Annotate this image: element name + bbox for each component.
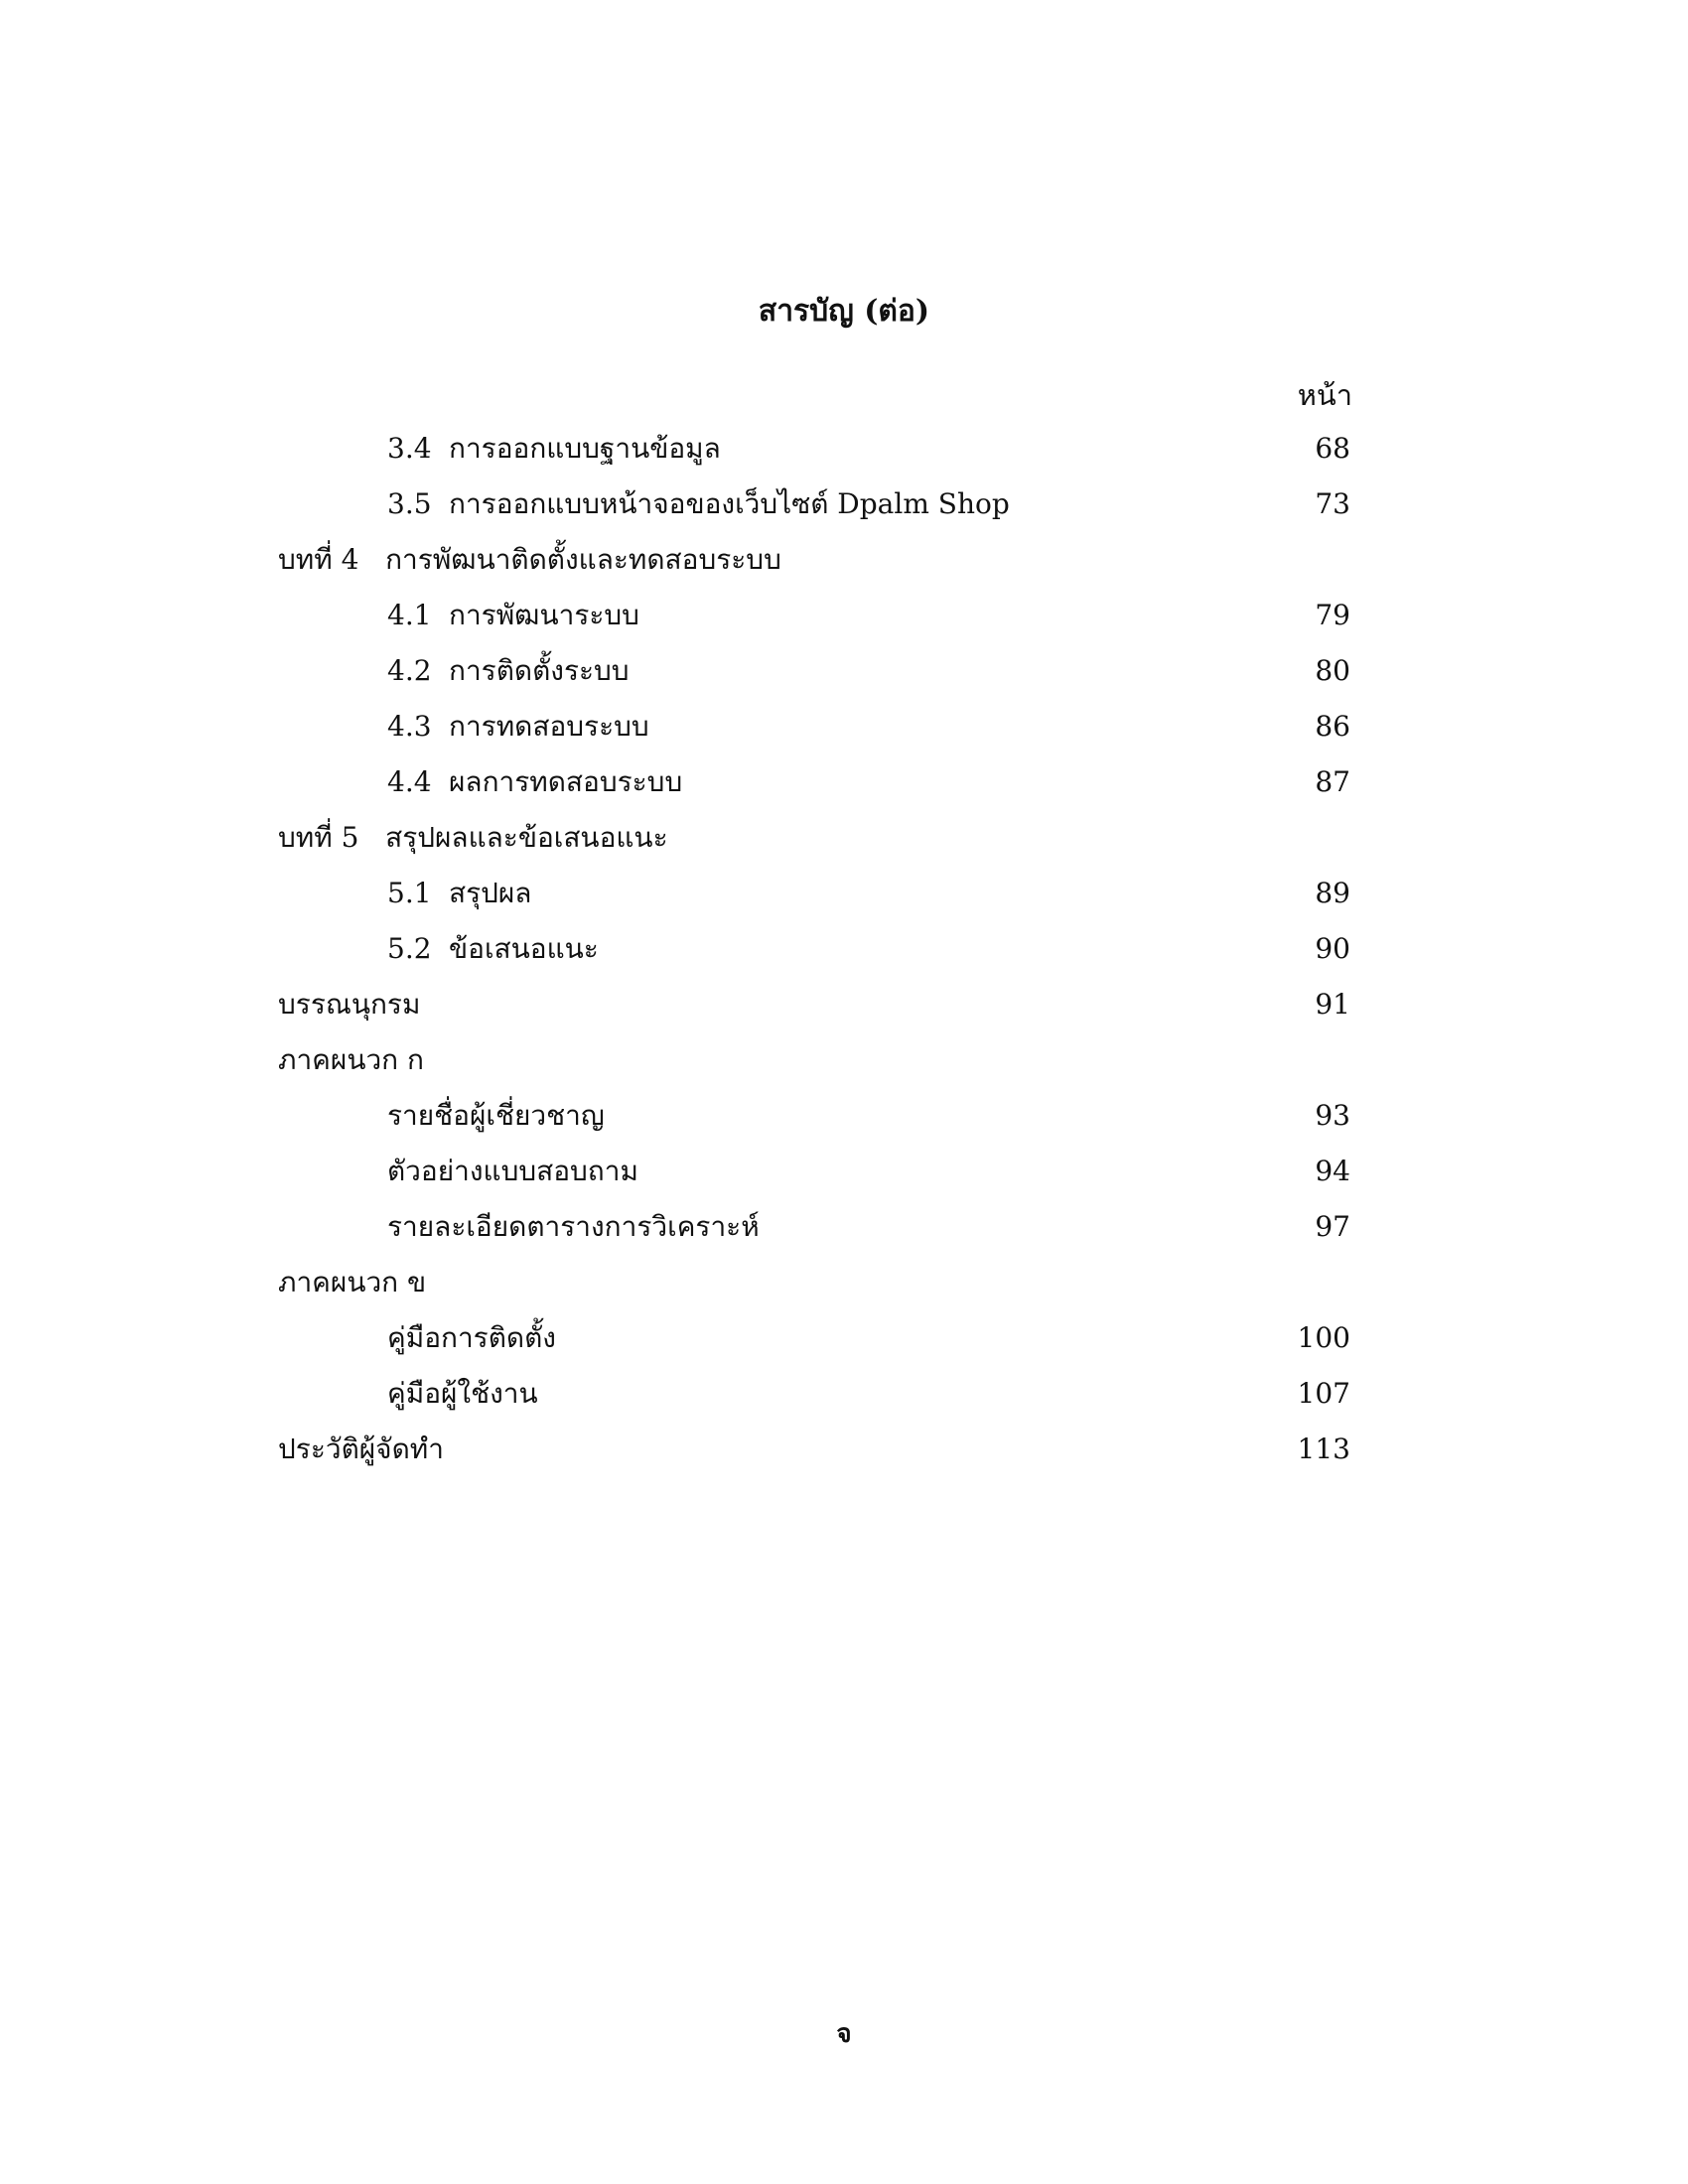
toc-entry-text: รายชื่อผู้เชี่ยวชาญ <box>387 1099 605 1132</box>
toc-page-number: 87 <box>1315 765 1350 798</box>
toc-entry-label <box>387 482 1010 526</box>
toc-entry <box>0 1372 1688 1416</box>
toc-section-number: 4.4 <box>387 765 432 798</box>
toc-entry-text: สรุปผล <box>449 877 532 909</box>
toc-entry-text: คู่มือการติดตั้ง <box>387 1321 556 1354</box>
toc-page-number: 90 <box>1315 932 1350 965</box>
toc-entry-text: ข้อเสนอแนะ <box>449 932 599 965</box>
toc-page-number: 113 <box>1297 1433 1350 1465</box>
toc-entry-text: การทดสอบระบบ <box>449 710 649 743</box>
toc-entry <box>0 1316 1688 1360</box>
toc-entry-text: ผลการทดสอบระบบ <box>449 765 683 798</box>
toc-page-number: 100 <box>1297 1321 1350 1354</box>
toc-entry-text: ประวัติผู้จัดทำ <box>278 1433 444 1465</box>
toc-entry-text: บทที่ 4 การพัฒนาติดตั้งและทดสอบระบบ <box>278 543 781 576</box>
toc-page-number: 80 <box>1315 654 1350 687</box>
toc-entry-label <box>387 705 649 749</box>
toc-page-number: 86 <box>1315 710 1350 743</box>
toc-page-number: 97 <box>1315 1210 1350 1243</box>
page-title: สารบัญ (ต่อ) <box>758 294 930 329</box>
toc-page-number: 79 <box>1315 599 1350 631</box>
toc-section-number: 3.5 <box>387 487 432 520</box>
toc-entry <box>0 482 1688 526</box>
toc-page-number: 89 <box>1315 877 1350 909</box>
toc-page-number: 94 <box>1315 1155 1350 1187</box>
toc-entry <box>0 705 1688 749</box>
toc-entry-label <box>387 427 721 471</box>
toc-entry-label <box>387 872 531 915</box>
toc-chapter <box>0 1428 1688 1471</box>
toc-entry-text: การพัฒนาระบบ <box>449 599 639 631</box>
toc-entry <box>0 872 1688 915</box>
toc-entry-text: การออกแบบหน้าจอของเว็บไซต์ Dpalm Shop <box>449 487 1010 520</box>
toc-page-number: 107 <box>1297 1377 1350 1410</box>
toc-entry <box>0 760 1688 804</box>
toc-entry-text: บทที่ 5 สรุปผลและข้อเสนอแนะ <box>278 821 668 854</box>
page-column-header: หน้า <box>1297 378 1352 412</box>
toc-chapter <box>0 983 1688 1026</box>
toc-entry <box>0 1094 1688 1138</box>
toc-entry-text: การติดตั้งระบบ <box>449 654 630 687</box>
page-number: จ <box>836 2019 852 2049</box>
toc-chapter <box>0 816 1688 860</box>
toc-entry-text: คู่มือผู้ใช้งาน <box>387 1377 538 1410</box>
toc-entry-label <box>387 760 682 804</box>
toc-entry <box>0 1150 1688 1193</box>
toc-entry-text: ภาคผนวก ข <box>278 1266 427 1298</box>
toc-entry-text: ตัวอย่างแบบสอบถาม <box>387 1155 638 1187</box>
toc-page-number: 93 <box>1315 1099 1350 1132</box>
toc-page-number: 68 <box>1315 432 1350 465</box>
toc-section-number: 5.1 <box>387 877 432 909</box>
toc-entry-text: รายละเอียดตารางการวิเคราะห์ <box>387 1210 760 1243</box>
toc-section-number: 3.4 <box>387 432 432 465</box>
toc-page-number: 73 <box>1315 487 1350 520</box>
toc-entry <box>0 427 1688 471</box>
toc-chapter <box>0 1038 1688 1082</box>
toc-section-number: 5.2 <box>387 932 432 965</box>
toc-entry <box>0 649 1688 693</box>
toc-chapter <box>0 1261 1688 1304</box>
toc-entry <box>0 1205 1688 1249</box>
toc-section-number: 4.3 <box>387 710 432 743</box>
toc-page-number: 91 <box>1315 988 1350 1021</box>
toc-entry <box>0 927 1688 971</box>
toc-entry-label <box>387 649 630 693</box>
toc-entry-label <box>387 927 599 971</box>
toc-entry-label <box>387 594 639 637</box>
toc-entry <box>0 594 1688 637</box>
toc-entry-text: การออกแบบฐานข้อมูล <box>449 432 721 465</box>
toc-section-number: 4.2 <box>387 654 432 687</box>
toc-entry-text: ภาคผนวก ก <box>278 1043 424 1076</box>
toc-chapter <box>0 538 1688 582</box>
toc-section-number: 4.1 <box>387 599 432 631</box>
toc-entry-text: บรรณนุกรม <box>278 988 421 1021</box>
